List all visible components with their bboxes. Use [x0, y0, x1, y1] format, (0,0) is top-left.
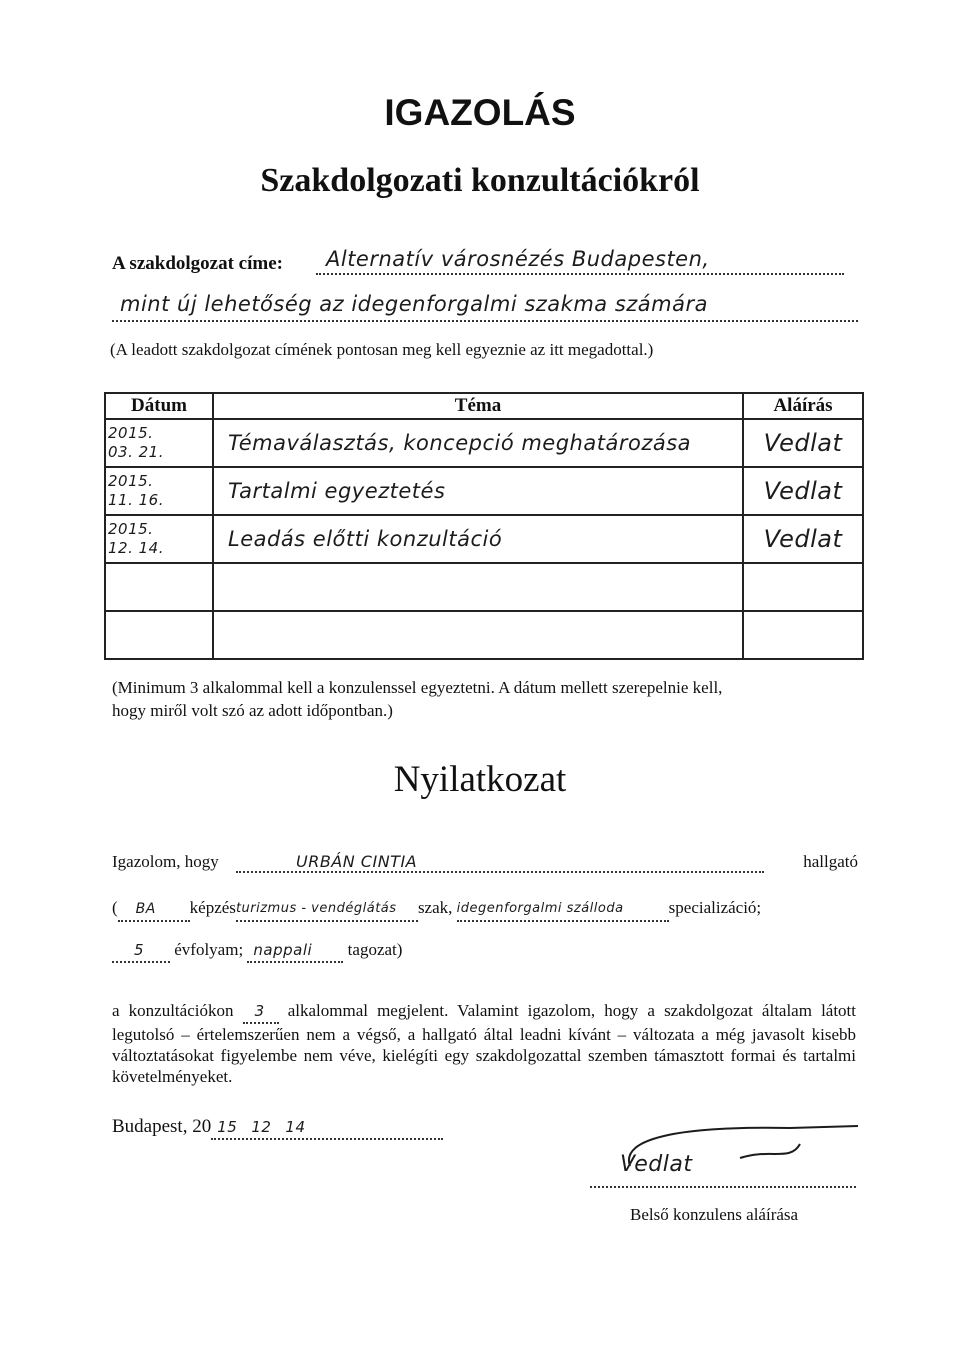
place-date-prefix: Budapest, 20	[112, 1116, 212, 1137]
signature-cell: Vedlat	[743, 515, 863, 563]
document-subtitle: Szakdolgozati konzultációkról	[260, 162, 700, 199]
count-field	[243, 1000, 279, 1024]
thesis-title-line-1	[316, 247, 844, 275]
level-field	[118, 897, 190, 922]
date-year: 2015.	[108, 472, 154, 490]
signature-cell-empty	[743, 611, 863, 659]
declaration-paragraph	[112, 1000, 856, 1087]
year-field	[112, 939, 170, 963]
declaration-body: alkalommal megjelent. Valamint igazolom, hogy a szakdolgozat általam látott legutolsó – értelemszerűen nem a végső, a hallgató által leadni kívánt – változata a még javasolt kisebb változtatásokat figyelembe nem véve, kielégíti egy szakdolgozattal szemben támasztott formai és tartalmi követelményeket.	[112, 1001, 857, 1086]
date-month-day: 03. 21.	[108, 443, 164, 461]
document-title: IGAZOLÁS	[384, 92, 576, 133]
consultation-prefix: a konzultációkon	[112, 1001, 234, 1020]
training-label: képzés	[189, 898, 236, 917]
level-handwritten: BA	[135, 901, 156, 917]
mode-handwritten: nappali	[253, 941, 313, 959]
consultation-table	[104, 392, 864, 660]
date-year-handwritten: 15	[217, 1118, 238, 1136]
table-note	[112, 676, 872, 722]
date-month-handwritten: 12	[251, 1118, 272, 1136]
declaration-line-year	[112, 939, 402, 963]
thesis-title-label: A szakdolgozat címe:	[112, 253, 283, 274]
table-note-line-1: (Minimum 3 alkalommal kell a konzulenssel egyeztetni. A dátum mellett szerepelnie kell,	[112, 678, 723, 697]
year-handwritten: 5	[134, 941, 145, 959]
thesis-title-line-2	[112, 292, 858, 322]
major-label: szak,	[417, 898, 453, 917]
signature-cell: Vedlat	[743, 467, 863, 515]
count-handwritten: 3	[254, 1002, 265, 1020]
date-cell	[105, 419, 213, 467]
date-cell-empty	[105, 611, 213, 659]
date-cell-empty	[105, 563, 213, 611]
specialization-field	[457, 896, 669, 922]
table-note-line-2: hogy miről volt szó az adott időpontban.)	[112, 701, 393, 720]
table-row	[105, 419, 863, 467]
open-paren: (	[112, 898, 118, 917]
date-year: 2015.	[108, 520, 154, 538]
signature-label: Belső konzulens aláírása	[630, 1205, 799, 1224]
thesis-title-note: (A leadott szakdolgozat címének pontosan meg kell egyeznie az itt megadottal.)	[110, 340, 654, 359]
topic-cell: Tartalmi egyeztetés	[213, 467, 743, 515]
signature-line	[590, 1162, 856, 1188]
student-name-handwritten: URBÁN CINTIA	[296, 852, 418, 871]
signature-cell-empty	[743, 563, 863, 611]
topic-cell: Leadás előtti konzultáció	[213, 515, 743, 563]
date-month-day: 12. 14.	[108, 539, 164, 557]
thesis-title-handwritten-1: Alternatív városnézés Budapesten,	[326, 247, 710, 271]
date-cell	[105, 515, 213, 563]
date-month-day: 11. 16.	[108, 491, 164, 509]
signature-cell: Vedlat	[743, 419, 863, 467]
date-day-handwritten: 14	[285, 1118, 306, 1136]
thesis-title-handwritten-2: mint új lehetőség az idegenforgalmi szakma számára	[120, 292, 709, 316]
student-name-field	[236, 851, 764, 873]
topic-cell-empty	[213, 611, 743, 659]
column-header-signature: Aláírás	[743, 393, 863, 419]
table-row	[105, 611, 863, 659]
topic-cell-empty	[213, 563, 743, 611]
program-handwritten: turizmus - vendéglátás	[235, 901, 397, 916]
column-header-topic: Téma	[213, 393, 743, 419]
date-year: 2015.	[108, 424, 154, 442]
declaration-heading: Nyilatkozat	[393, 759, 567, 800]
year-label: évfolyam;	[174, 940, 244, 959]
specialization-label: specializáció;	[668, 898, 762, 917]
declaration-line-program	[112, 896, 860, 920]
table-row	[105, 467, 863, 515]
student-role-label: hallgató	[803, 852, 858, 871]
date-field	[211, 1116, 443, 1140]
date-cell	[105, 467, 213, 515]
table-header-row	[105, 393, 863, 419]
topic-cell: Témaválasztás, koncepció meghatározása	[213, 419, 743, 467]
specialization-handwritten: idegenforgalmi szálloda	[456, 901, 624, 916]
consultant-signature: Vedlat	[620, 1152, 693, 1177]
date-line	[112, 1116, 443, 1140]
column-header-date: Dátum	[105, 393, 213, 419]
table-row	[105, 515, 863, 563]
mode-label: tagozat)	[347, 940, 403, 959]
program-field	[236, 896, 418, 922]
mode-field	[247, 939, 343, 963]
declaration-prefix: Igazolom, hogy	[112, 852, 219, 871]
declaration-line-student	[112, 851, 858, 875]
table-row	[105, 563, 863, 611]
